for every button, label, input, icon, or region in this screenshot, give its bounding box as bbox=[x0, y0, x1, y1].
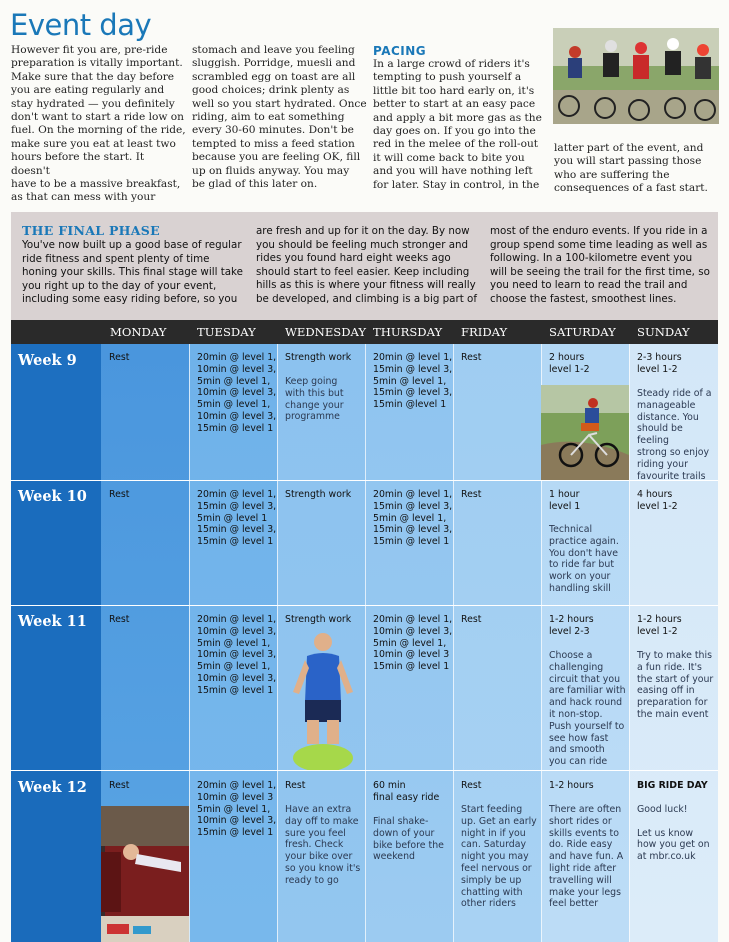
intro-column-2: stomach and leave you feeling sluggish. Porridge, muesli and scrambled egg on toast are all good choices; drink plenty as well so you start hydrated. Once riding, aim to eat something every 30-60 minutes. Don't be tempted to miss a feed station because you are feeling OK, fill up on fluids anyway. You may be glad of this later on. bbox=[192, 44, 367, 191]
week-label: Week 9 bbox=[18, 352, 77, 369]
week-11-sunday-note: Try to make this a fun ride. It's the start of your easing off in preparation for the main event bbox=[637, 650, 714, 720]
week-9-thursday: 20min @ level 1, 15min @ level 3, 5min @ level 1, 15min @ level 3, 15min @level 1 bbox=[373, 352, 453, 411]
final-phase-column-2: are fresh and up for it on the day. By now you should be feeling much stronger and rides you found hard eight weeks ago should start to feel easier. Keep including hills as this is where your fitness will really be developed, and climbing is a big part of bbox=[256, 225, 477, 305]
header-monday: MONDAY bbox=[110, 325, 167, 339]
final-phase-column-1: You've now built up a good base of regular ride fitness and spent plenty of time honing your skills. This final stage will take you right up to the day of your event, including some easy riding before, so you bbox=[22, 239, 243, 306]
header-sunday: SUNDAY bbox=[637, 325, 690, 339]
week-label: Week 11 bbox=[18, 613, 87, 630]
week-11-wednesday: Strength work bbox=[285, 614, 352, 625]
week-11-saturday: 1-2 hours level 2-3 bbox=[549, 614, 594, 637]
column-divider bbox=[277, 344, 278, 942]
week-12-sunday: BIG RIDE DAY bbox=[637, 780, 708, 791]
week-label: Week 12 bbox=[18, 779, 87, 796]
week-11-friday: Rest bbox=[461, 614, 482, 625]
week-9-saturday: 2 hours level 1-2 bbox=[549, 352, 590, 375]
week-10-tuesday: 20min @ level 1, 15min @ level 3, 5min @ level 1 15min @ level 3, 15min @ level 1 bbox=[197, 489, 277, 548]
week-9-monday: Rest bbox=[109, 352, 130, 363]
week-12-thursday: 60 min final easy ride bbox=[373, 780, 440, 803]
column-divider bbox=[453, 344, 454, 942]
week-12-friday-note: Start feeding up. Get an early night in if you can. Saturday night you may feel nervous or simply be up chatting with other riders bbox=[461, 804, 537, 910]
week-12-monday: Rest bbox=[109, 780, 130, 791]
final-phase-column-3: most of the enduro events. If you ride in a group spend some time leading as well as following. In a 100-kilometre event you will be seeing the trail for the first time, so you need to learn to read the trail and choose the fastest, smoothest lines. bbox=[490, 225, 710, 305]
week-9-sunday: 2-3 hours level 1-2 bbox=[637, 352, 682, 375]
column-divider bbox=[365, 344, 366, 942]
week-12-saturday: 1-2 hours bbox=[549, 780, 594, 791]
header-friday: FRIDAY bbox=[461, 325, 508, 339]
pacing-heading: PACING bbox=[373, 44, 427, 58]
week-11-saturday-note: Choose a challenging circuit that you are familiar with and hack round it non-stop. Push yourself to see how fast and smooth you can ride bbox=[549, 650, 626, 768]
week-10-friday: Rest bbox=[461, 489, 482, 500]
page-title: Event day bbox=[10, 8, 152, 42]
week-10-saturday: 1 hour level 1 bbox=[549, 489, 581, 512]
week-label: Week 10 bbox=[18, 488, 87, 505]
header-tuesday: TUESDAY bbox=[197, 325, 256, 339]
week-12-thursday-note: Final shake- down of your bike before the weekend bbox=[373, 816, 444, 863]
race-photo bbox=[553, 28, 719, 124]
week-12-wednesday-note: Have an extra day off to make sure you feel fresh. Check your bike over so you know it's ready to go bbox=[285, 804, 361, 886]
week-9-friday: Rest bbox=[461, 352, 482, 363]
header-wednesday: WEDNESDAY bbox=[285, 325, 367, 339]
week-11-monday: Rest bbox=[109, 614, 130, 625]
week-10-monday: Rest bbox=[109, 489, 130, 500]
week-12-wednesday: Rest bbox=[285, 780, 306, 791]
week-10-sunday: 4 hours level 1-2 bbox=[637, 489, 678, 512]
column-divider bbox=[189, 344, 190, 942]
intro-column-1: However fit you are, pre-ride preparation is vitally important. Make sure that the day before you are eating regularly and stay hydrated — you definitely don't want to start a ride low on fuel. On the morning of the ride, make sure you eat at least two hours before the start. It doesn't have to be a massive breakfast, as that can mess with your bbox=[11, 44, 186, 204]
week-12-friday: Rest bbox=[461, 780, 482, 791]
final-phase-heading: THE FINAL PHASE bbox=[22, 223, 160, 238]
week-12-saturday-note: There are often short rides or skills events to do. Ride easy and have fun. A light ride after travelling will make your legs feel better bbox=[549, 804, 624, 910]
week-11-thursday: 20min @ level 1, 10min @ level 3, 5min @ level 1, 10min @ level 3 15min @ level 1 bbox=[373, 614, 453, 673]
intro-column-4: latter part of the event, and you will start passing those who are suffering the consequences of a fast start. bbox=[554, 142, 708, 195]
week-10-saturday-note: Technical practice again. You don't have to ride far but work on your handling skill bbox=[549, 524, 619, 594]
intro-column-3: In a large crowd of riders it's tempting to push yourself a little bit too hard early on, it's better to start at an easy pace and apply a bit more gas as the day goes on. If you go into the red in the melee of the roll-out it will come back to bite you and you will have nothing left for later. Stay in control, in the bbox=[373, 58, 542, 191]
week-9-tuesday: 20min @ level 1, 10min @ level 3, 5min @ level 1, 10min @ level 3, 5min @ level 1, 10min @ level 3, 15min @ level 1 bbox=[197, 352, 277, 434]
week-9-wednesday-note: Keep going with this but change your programme bbox=[285, 376, 344, 423]
strength-work-photo bbox=[283, 628, 365, 770]
header-saturday: SATURDAY bbox=[549, 325, 616, 339]
week-12-cell bbox=[11, 771, 101, 942]
week-11-sunday: 1-2 hours level 1-2 bbox=[637, 614, 682, 637]
week-10-wednesday: Strength work bbox=[285, 489, 352, 500]
week-9-wednesday: Strength work bbox=[285, 352, 352, 363]
header-thursday: THURSDAY bbox=[373, 325, 443, 339]
resting-photo bbox=[101, 806, 189, 942]
week-12-sunday-note: Good luck! Let us know how you get on at mbr.co.uk bbox=[637, 804, 710, 863]
rider-photo bbox=[541, 385, 629, 480]
week-9-sunday-note: Steady ride of a manageable distance. You should be feeling strong so enjoy riding your favourite trails bbox=[637, 388, 712, 482]
column-divider bbox=[629, 344, 630, 942]
week-12-tuesday: 20min @ level 1, 10min @ level 3 5min @ level 1, 10min @ level 3, 15min @ level 1 bbox=[197, 780, 277, 839]
week-11-tuesday: 20min @ level 1, 10min @ level 3, 5min @ level 1, 10min @ level 3, 5min @ level 1, 10min @ level 3, 15min @ level 1 bbox=[197, 614, 277, 696]
week-10-thursday: 20min @ level 1, 15min @ level 3, 5min @ level 1, 15min @ level 3, 15min @ level 1 bbox=[373, 489, 453, 548]
week-11-cell bbox=[11, 606, 101, 770]
